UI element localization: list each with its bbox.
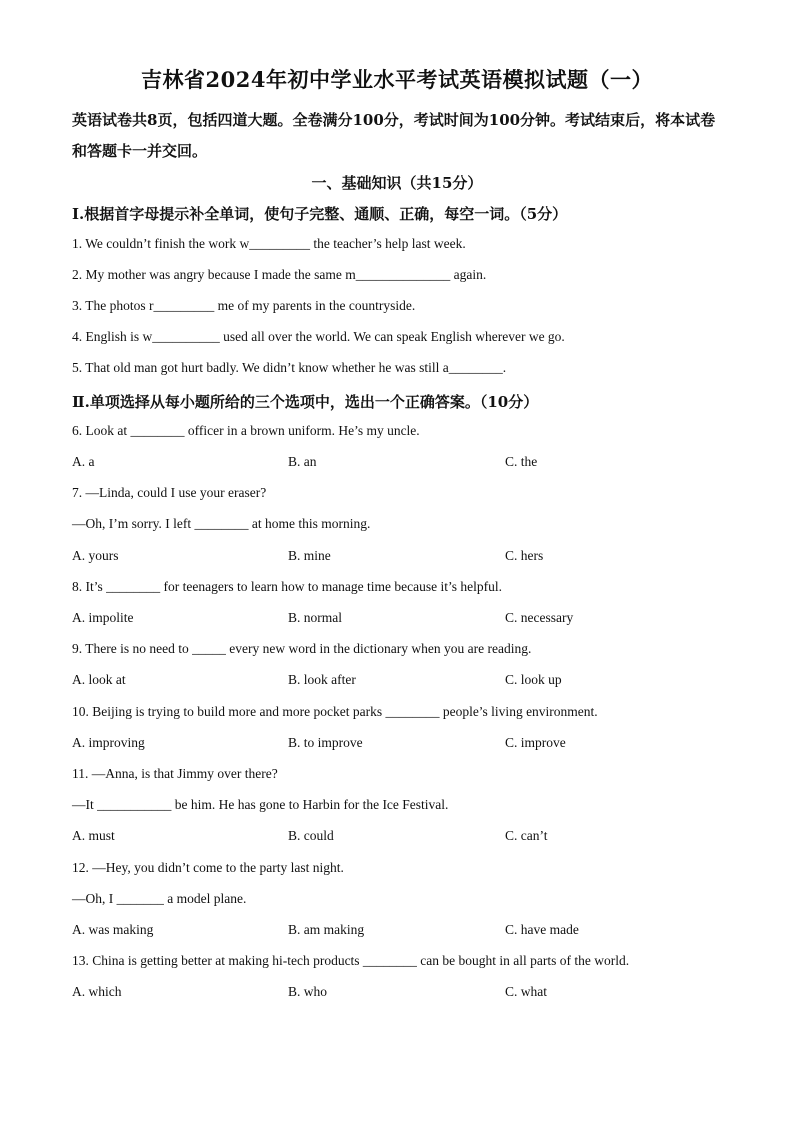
part-1-heading: Ⅰ.根据首字母提示补全单词，使句子完整、通顺、正确，每空一词。（5分） — [72, 205, 568, 223]
question-8-option-c: C. necessary — [505, 610, 574, 625]
question-12-option-b: B. am making — [288, 922, 365, 937]
question-9: 9. There is no need to _____ every new word in the dictionary when you are reading. — [72, 641, 532, 656]
question-10-option-a: A. improving — [72, 735, 145, 750]
question-11-option-a: A. must — [72, 828, 115, 843]
question-12-reply: —Oh, I _______ a model plane. — [72, 891, 247, 906]
question-9-option-b: B. look after — [288, 672, 356, 687]
question-6-option-a: A. a — [72, 454, 95, 469]
question-11-option-b: B. could — [288, 828, 334, 843]
question-4: 4. English is w__________ used all over the world. We can speak English wherever we go. — [72, 329, 565, 344]
question-1: 1. We couldn’t finish the work w_________ the teacher’s help last week. — [72, 236, 466, 251]
exam-intro: 英语试卷共8页，包括四道大题。全卷满分100分，考试时间为100分钟。考试结束后，将本试卷和答题卡一并交回。 — [72, 111, 716, 160]
question-3: 3. The photos r_________ me of my parents in the countryside. — [72, 298, 416, 313]
question-7: 7. —Linda, could I use your eraser? — [72, 485, 267, 500]
question-12: 12. —Hey, you didn’t come to the party last night. — [72, 860, 344, 875]
question-9-option-c: C. look up — [505, 672, 562, 687]
question-10-option-b: B. to improve — [288, 735, 363, 750]
question-8-option-a: A. impolite — [72, 610, 134, 625]
question-13-option-b: B. who — [288, 984, 328, 999]
question-8: 8. It’s ________ for teenagers to learn how to manage time because it’s helpful. — [72, 579, 503, 594]
question-9-option-a: A. look at — [72, 672, 126, 687]
question-7-reply: —Oh, I’m sorry. I left ________ at home this morning. — [72, 516, 371, 531]
part-2-heading: Ⅱ.单项选择从每小题所给的三个选项中，选出一个正确答案。（10分） — [72, 393, 539, 411]
question-6-option-b: B. an — [288, 454, 317, 469]
question-13: 13. China is getting better at making hi-tech products ________ can be bought in all parts of the world. — [72, 953, 630, 968]
exam-title: 吉林省2024年初中学业水平考试英语模拟试题（一） — [141, 67, 653, 92]
question-12-option-c: C. have made — [505, 922, 579, 937]
question-11-reply: —It ___________ be him. He has gone to Harbin for the Ice Festival. — [72, 797, 449, 812]
question-7-option-b: B. mine — [288, 548, 331, 563]
question-7-option-c: C. hers — [505, 548, 544, 563]
question-11-option-c: C. can’t — [505, 828, 548, 843]
question-6: 6. Look at ________ officer in a brown uniform. He’s my uncle. — [72, 423, 420, 438]
question-11: 11. —Anna, is that Jimmy over there? — [72, 766, 278, 781]
question-2: 2. My mother was angry because I made the same m______________ again. — [72, 267, 487, 282]
question-10-option-c: C. improve — [505, 735, 566, 750]
question-5: 5. That old man got hurt badly. We didn’t know whether he was still a________. — [72, 360, 507, 375]
question-10: 10. Beijing is trying to build more and more pocket parks ________ people’s living environment. — [72, 704, 598, 719]
question-6-option-c: C. the — [505, 454, 538, 469]
question-12-option-a: A. was making — [72, 922, 154, 937]
question-7-option-a: A. yours — [72, 548, 119, 563]
question-13-option-c: C. what — [505, 984, 547, 999]
question-8-option-b: B. normal — [288, 610, 342, 625]
question-13-option-a: A. which — [72, 984, 122, 999]
section-basic-knowledge-heading: 一、基础知识（共15分） — [311, 174, 483, 192]
